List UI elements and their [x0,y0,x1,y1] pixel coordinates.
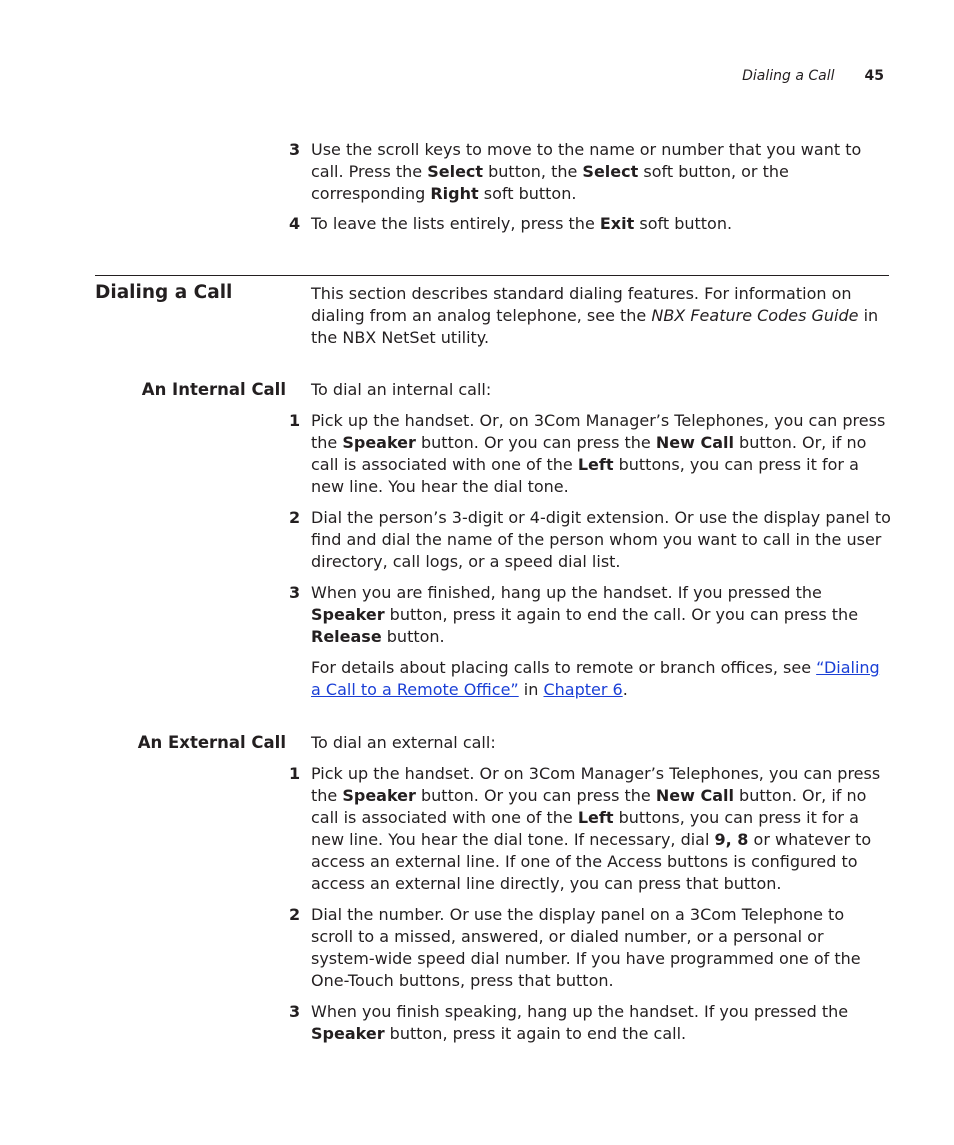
step-number: 1 [289,411,301,430]
bold-term: Select [582,162,639,181]
text-run: button. [381,627,445,646]
text-run: . [622,680,628,699]
step-number: 4 [289,214,301,233]
text-run: When you finish speaking, hang up the handset. If you pressed the [311,1002,849,1021]
text-run: soft button. [478,184,577,203]
text-run: soft button. [634,214,733,233]
step-text [311,904,891,992]
running-header-title: Dialing a Call [742,68,835,84]
internal-lead: To dial an internal call: [311,380,492,399]
section-intro [0,283,954,349]
bold-term: Right [430,184,479,203]
running-header [742,66,884,86]
step-text [311,213,891,235]
page-number: 45 [864,68,884,84]
external-step-1 [0,763,954,895]
internal-step-2 [0,507,954,573]
external-lead: To dial an external call: [311,733,496,752]
text-run: buttons, you can press it for a new line. You hear the dial tone. [311,455,859,496]
bold-term: Left [577,455,614,474]
step-text [311,1001,891,1045]
text-run: button. Or you can press the [415,786,656,805]
step-number: 2 [289,508,301,527]
text-run: button. Or, if no call is associated with one of the [311,433,867,474]
step-text [311,582,891,648]
external-call-section [0,732,954,1045]
intro-paragraph [311,283,891,349]
text-run: button, the [483,162,583,181]
step-number: 3 [289,1002,301,1021]
text-run: button, press it again to end the call. [384,1024,687,1043]
text-run: Dial the number. Or use the display panel on a 3Com Telephone to scroll to a missed, answered, or dialed number, or a personal or system-wide speed dial number. If you have programmed one of the One-Touch buttons, press that button. [311,905,861,990]
subsection-heading-internal: An Internal Call [141,380,286,399]
text-run: in [518,680,544,699]
internal-call-section [0,379,954,701]
cross-reference-link[interactable]: Chapter 6 [543,680,623,699]
text-run: Use the scroll keys to move to the name or number that you want to call. Press the [311,140,862,181]
bold-term: New Call [655,786,734,805]
step-text [311,507,891,573]
text-run: buttons, you can press it for a new line. You hear the dial tone. If necessary, dial [311,808,859,849]
step-number: 3 [289,583,301,602]
cross-reference-link[interactable]: “Dialing a Call to a Remote Office” [311,658,880,699]
bold-term: Speaker [311,605,385,624]
section-heading: Dialing a Call [95,282,233,303]
step-text [311,410,891,498]
internal-note [311,657,891,701]
step-text [311,763,891,895]
text-run: soft button, or the corresponding [311,162,789,203]
bold-term: Release [311,627,382,646]
external-step-3 [0,1001,954,1045]
external-step-2 [0,904,954,992]
bold-term: Speaker [342,433,416,452]
text-run: For details about placing calls to remote or branch offices, see [311,658,817,677]
text-run: in the NBX NetSet utility. [311,306,879,347]
bold-term: Speaker [342,786,416,805]
internal-step-1 [0,410,954,498]
internal-step-3 [0,582,954,648]
text-run: To leave the lists entirely, press the [311,214,600,233]
step-number: 3 [289,140,301,159]
text-run: Pick up the handset. Or, on 3Com Manager’s Telephones, you can press the [311,411,886,452]
bold-term: Select [427,162,484,181]
top-steps [0,139,954,235]
step-number: 2 [289,905,301,924]
subsection-heading-external: An External Call [137,733,286,752]
bold-term: Exit [599,214,635,233]
text-run: Pick up the handset. Or on 3Com Manager’s Telephones, you can press the [311,764,881,805]
bold-term: New Call [655,433,734,452]
text-run: or whatever to access an external line. If one of the Access buttons is configured to access an external line directly, you can press that button. [311,830,872,893]
step-text [311,139,891,205]
bold-term: Speaker [311,1024,385,1043]
text-run: button. Or, if no call is associated with one of the [311,786,867,827]
text-run: Dial the person’s 3-digit or 4-digit extension. Or use the display panel to find and dial the name of the person whom you want to call in the user directory, call logs, or a speed dial list. [311,508,891,571]
text-run: button, press it again to end the call. Or you can press the [384,605,859,624]
step-4 [0,213,954,235]
step-number: 1 [289,764,301,783]
section-divider [95,275,889,276]
bold-term: Left [577,808,614,827]
text-run: When you are finished, hang up the handset. If you pressed the [311,583,822,602]
step-3 [0,139,954,205]
text-run: button. Or you can press the [415,433,656,452]
text-run: This section describes standard dialing features. For information on dialing from an analog telephone, see the [311,284,852,325]
italic-title: NBX Feature Codes Guide [651,306,859,325]
bold-term: 9, 8 [714,830,749,849]
